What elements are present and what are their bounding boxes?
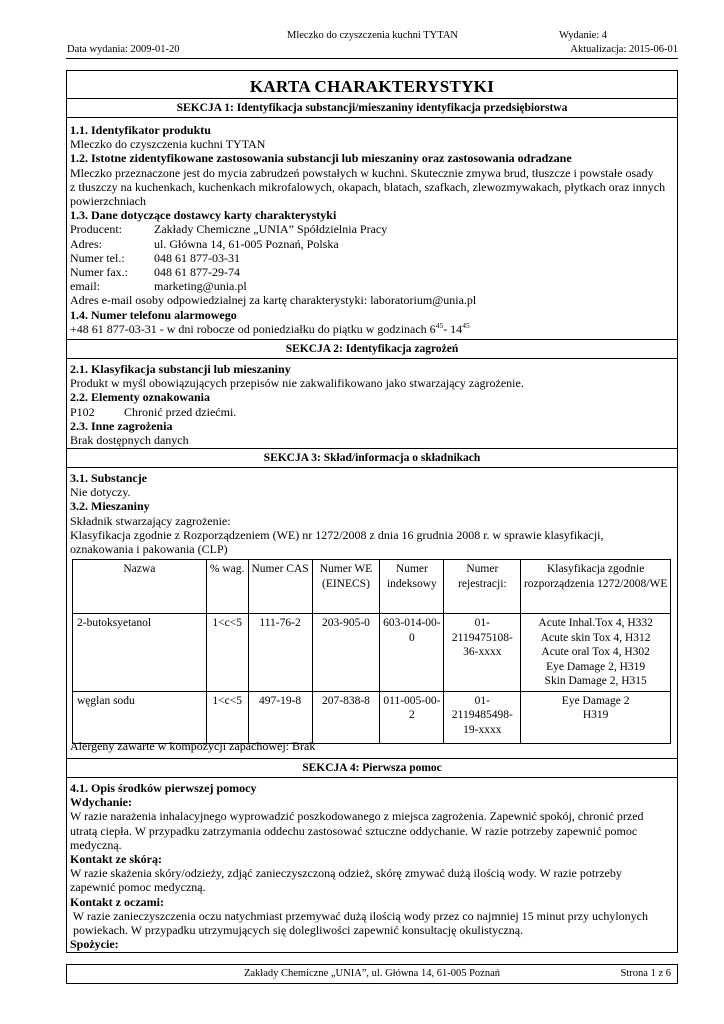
inhalation-heading: Wdychanie: (70, 795, 133, 810)
classification-entry: Acute Inhal.Tox 4, H332 (538, 617, 653, 629)
fax-row (70, 265, 673, 279)
use-line: z tłuszczy na kuchenkach, kuchenkach mikrofalowych, okapach, blatach, szafkach, zlewozmywakach, płytkach oraz innych (70, 179, 666, 194)
section2-heading: SEKCJA 2: Identyfikacja zagrożeń (285, 343, 459, 355)
email-label: email: (70, 279, 100, 294)
p-statement (70, 405, 673, 419)
email-row (70, 279, 673, 293)
p-text: Chronić przed dziećmi. (124, 404, 237, 419)
eyes-heading: Kontakt z oczami: (70, 894, 164, 909)
tel-row (70, 251, 673, 265)
heading-4-1: 4.1. Opis środków pierwszej pomocy (70, 781, 257, 795)
heading-1-2: 1.2. Istotne zidentyfikowane zastosowania substancji lub mieszaniny oraz zastosowania odradzane (70, 151, 572, 166)
classification-entry: Skin Damage 2, H315 (544, 675, 647, 687)
other-hazards-text: Brak dostępnych danych (70, 433, 189, 448)
section3-heading: SEKCJA 3: Skład/informacja o składnikach (263, 452, 481, 464)
inhalation-line: medyczną. (70, 837, 122, 852)
cell-registration: 01-2119475108-36-xxxx (444, 614, 521, 692)
heading-3-1: 3.1. Substancje (70, 471, 148, 485)
rule (67, 98, 677, 99)
rule (67, 777, 677, 778)
header-edition: Wydanie: 4 (559, 30, 608, 41)
ingestion-heading: Spożycie: (70, 937, 119, 952)
classification-entry: Acute skin Tox 4, H312 (540, 631, 651, 644)
rule (67, 467, 677, 468)
email-value: marketing@unia.pl (154, 279, 247, 294)
classification-entry: Eye Damage 2 (561, 694, 630, 707)
eyes-line: W razie zanieczyszczenia oczu natychmiast przemywać dużą ilością wody przez co najmniej 15 minut przy uchylonych (70, 908, 648, 923)
contact-email: Adres e-mail osoby odpowiedzialnej za kartę charakterystyki: laboratorium@unia.pl (70, 293, 477, 308)
rule (67, 339, 677, 340)
col-header-index: Numer indeksowy (380, 560, 444, 614)
emergency-line (70, 322, 673, 336)
table-row (73, 614, 671, 692)
footer-page-number: Strona 1 z 6 (620, 968, 671, 979)
rule (67, 358, 677, 359)
heading-3-2: 3.2. Mieszaniny (70, 499, 150, 514)
classification-entry: H319 (582, 709, 609, 721)
producer-row (70, 222, 673, 236)
section1-body (70, 123, 673, 336)
col-header-classification: Klasyfikacja zgodnie rozporządzenia 1272/2008/WE (521, 560, 671, 614)
heading-1-1: 1.1. Identyfikator produktu (70, 123, 211, 137)
table-row (73, 691, 671, 743)
allergens-block (70, 739, 673, 753)
cell-index: 603-014-00-0 (380, 614, 444, 692)
regulation-line: Klasyfikacja zgodnie z Rozporządzeniem (WE) nr 1272/2008 z dnia 16 grudnia 2008 r. w sprawie klasyfikacji, (70, 527, 604, 542)
regulation-line: oznakowania i pakowania (CLP) (70, 542, 228, 557)
cell-percent: 1<c<5 (206, 691, 248, 743)
heading-2-1: 2.1. Klasyfikacja substancji lub mieszaniny (70, 362, 291, 376)
address-row (70, 237, 673, 251)
emergency-sup: 45 (462, 320, 470, 330)
section3-body (70, 471, 673, 556)
cell-classification (521, 691, 671, 743)
col-header-we: Numer WE (EINECS) (312, 560, 380, 614)
cell-cas: 111-76-2 (248, 614, 312, 692)
section4-body (70, 781, 673, 951)
header-update-date: Aktualizacja: 2015-06-01 (570, 44, 678, 55)
skin-line: W razie skażenia skóry/odzieży, zdjąć zanieczyszczoną odzież, skórę zmywać dużą ilością wody. W razie potrzeby (70, 866, 622, 881)
address-label: Adres: (70, 236, 102, 251)
rule (67, 117, 677, 118)
cell-index: 011-005-00-2 (380, 691, 444, 743)
cell-name: 2-butoksyetanol (73, 614, 207, 692)
col-header-percent: % wag. (206, 560, 248, 614)
fax-value: 048 61 877-29-74 (154, 265, 240, 280)
eyes-line: powiekach. W przypadku utrzymujących się dolegliwości zapewnić konsultację okulistyczną. (70, 923, 524, 938)
classification-entry: Eye Damage 2, H319 (546, 660, 646, 673)
heading-1-3: 1.3. Dane dotyczące dostawcy karty charakterystyki (70, 208, 337, 223)
cell-classification (521, 614, 671, 692)
col-header-name: Nazwa (73, 560, 207, 614)
tel-value: 048 61 877-03-31 (154, 250, 240, 265)
table-header-row (73, 560, 671, 614)
inhalation-line: W razie narażenia inhalacyjnego wyprowadzić poszkodowanego z miejsca zagrożenia. Zapewnić spokój, chronić przed (70, 809, 644, 824)
hazard-component-label: Składnik stwarzający zagrożenie: (70, 513, 231, 528)
allergens-text: Alergeny zawarte w kompozycji zapachowej: Brak (70, 739, 316, 753)
substances-text: Nie dotyczy. (70, 485, 131, 500)
inhalation-line: utratą ciepła. W przypadku zatrzymania oddechu zastosować sztuczne oddychanie. W razie potrzeby zapewnić pomoc (70, 823, 638, 838)
header-product-title: Mleczko do czyszczenia kuchni TYTAN (287, 30, 458, 41)
classification-text: Produkt w myśl obowiązujących przepisów nie zakwalifikowano jako stwarzający zagrożenie. (70, 376, 524, 391)
classification-entry: Acute oral Tox 4, H302 (541, 646, 650, 658)
section2-body (70, 362, 673, 447)
emergency-text: +48 61 877-03-31 - w dni robocze od poniedziałku do piątku w godzinach 6 (70, 321, 436, 336)
rule (67, 448, 677, 449)
section4-heading: SEKCJA 4: Pierwsza pomoc (302, 762, 442, 774)
footer-company: Zakłady Chemiczne „UNIA”, ul. Główna 14, 61-005 Poznań (243, 968, 500, 979)
tel-label: Numer tel.: (70, 250, 125, 265)
cell-registration: 01-2119485498-19-xxxx (444, 691, 521, 743)
section1-heading: SEKCJA 1: Identyfikacja substancji/mieszaniny identyfikacja przedsiębiorstwa (176, 102, 568, 114)
header-rule (66, 58, 678, 59)
address-value: ul. Główna 14, 61-005 Poznań, Polska (154, 236, 339, 251)
skin-line: zapewnić pomoc medyczną. (70, 880, 206, 895)
producer-value: Zakłady Chemiczne „UNIA” Spółdzielnia Pracy (154, 222, 388, 237)
cell-cas: 497-19-8 (248, 691, 312, 743)
cell-we: 207-838-8 (312, 691, 380, 743)
skin-heading: Kontakt ze skórą: (70, 852, 162, 867)
use-line: Mleczko przeznaczone jest do mycia zabrudzeń powstałych w kuchni. Skutecznie zmywa brud, tłuszcze i powstałe osady (70, 165, 654, 180)
document-title: KARTA CHARAKTERYSTYKI (249, 77, 495, 96)
header-issue-date: Data wydania: 2009-01-20 (67, 44, 180, 55)
emergency-sup: 45 (435, 320, 444, 330)
emergency-mid: - 14 (443, 321, 463, 336)
document-frame (66, 70, 678, 953)
heading-2-3: 2.3. Inne zagrożenia (70, 418, 173, 433)
product-name: Mleczko do czyszczenia kuchni TYTAN (70, 137, 266, 152)
heading-1-4: 1.4. Numer telefonu alarmowego (70, 307, 237, 322)
page-footer (66, 964, 678, 984)
col-header-cas: Numer CAS (248, 560, 312, 614)
producer-label: Producent: (70, 222, 122, 237)
rule (67, 758, 677, 759)
col-header-registration: Numer rejestracji: (444, 560, 521, 614)
p-code: P102 (70, 404, 95, 419)
heading-2-2: 2.2. Elementy oznakowania (70, 390, 211, 405)
use-line: powierzchniach (70, 194, 146, 209)
cell-percent: 1<c<5 (206, 614, 248, 692)
composition-table (72, 559, 671, 744)
fax-label: Numer fax.: (70, 265, 128, 280)
cell-we: 203-905-0 (312, 614, 380, 692)
cell-name: węglan sodu (73, 691, 207, 743)
